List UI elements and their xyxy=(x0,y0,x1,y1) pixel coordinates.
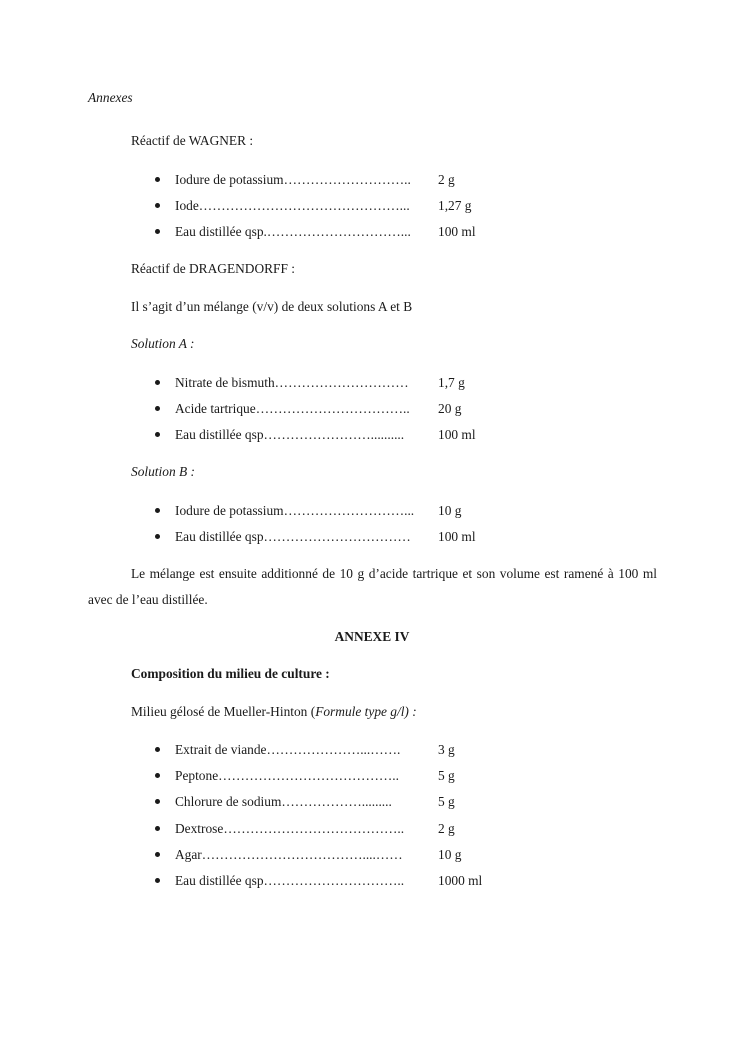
list-item-label: Peptone………………………………….. xyxy=(175,768,399,783)
list-item-label: Iode………………………………………... xyxy=(175,198,410,213)
bullet-icon xyxy=(155,878,160,883)
list-item-value: 2 g xyxy=(438,172,455,187)
list-item-value: 5 g xyxy=(438,794,455,809)
dragendorff-title: Réactif de DRAGENDORFF : xyxy=(131,261,296,276)
list-item-label: Eau distillée qsp…………………….......... xyxy=(175,427,405,442)
list-item-value: 5 g xyxy=(438,768,455,783)
bullet-icon xyxy=(155,229,160,234)
bullet-icon xyxy=(155,773,160,778)
list-item-value: 1000 ml xyxy=(438,873,483,888)
list-item-value: 100 ml xyxy=(438,529,476,544)
bullet-icon xyxy=(155,380,160,385)
bullet-icon xyxy=(155,177,160,182)
bullet-icon xyxy=(155,747,160,752)
culture-composition-title: Composition du milieu de culture : xyxy=(131,666,330,681)
annexe-iv-heading: ANNEXE IV xyxy=(334,629,410,644)
list-item-label: Agar………………………………....…… xyxy=(175,847,403,862)
list-item-label: Eau distillée qsp.…………………………... xyxy=(175,224,411,239)
list-item-value: 1,7 g xyxy=(438,375,465,390)
dragendorff-note: Le mélange est ensuite additionné de 10 g d’acide tartrique et son volume est ramené à 100 ml avec de l’eau distillée. xyxy=(88,566,657,607)
bullet-icon xyxy=(155,799,160,804)
list-item-value: 10 g xyxy=(438,847,462,862)
list-item-label: Iodure de potassium……………………….. xyxy=(175,172,411,187)
list-item-value: 1,27 g xyxy=(438,198,472,213)
list-item-label: Eau distillée qsp………………………….. xyxy=(175,873,405,888)
list-item-label: Chlorure de sodium………………......... xyxy=(175,794,392,809)
list-item-value: 2 g xyxy=(438,821,455,836)
bullet-icon xyxy=(155,534,160,539)
list-item-value: 100 ml xyxy=(438,224,476,239)
bullet-icon xyxy=(155,852,160,857)
bullet-icon xyxy=(155,826,160,831)
page-header: Annexes xyxy=(88,90,133,105)
medium-intro: Milieu gélosé de Mueller-Hinton (Formule type g/l) : xyxy=(131,704,417,719)
bullet-icon xyxy=(155,432,160,437)
list-item-value: 100 ml xyxy=(438,427,476,442)
list-item-label: Extrait de viande…………………...……. xyxy=(175,742,401,757)
wagner-title: Réactif de WAGNER : xyxy=(131,133,254,148)
dragendorff-intro: Il s’agit d’un mélange (v/v) de deux solutions A et B xyxy=(131,299,413,314)
list-item-label: Dextrose………………………………….. xyxy=(175,821,405,836)
list-item-value: 20 g xyxy=(438,401,462,416)
bullet-icon xyxy=(155,203,160,208)
list-item-label: Iodure de potassium………………………... xyxy=(175,503,415,518)
solution-b-label: Solution B : xyxy=(131,464,195,479)
bullet-icon xyxy=(155,508,160,513)
bullet-icon xyxy=(155,406,160,411)
list-item-label: Eau distillée qsp…………………………… xyxy=(175,529,411,544)
list-item-value: 10 g xyxy=(438,503,462,518)
list-item-label: Nitrate de bismuth………………………… xyxy=(175,375,409,390)
list-item-label: Acide tartrique…………………………….. xyxy=(175,401,410,416)
list-item-value: 3 g xyxy=(438,742,455,757)
solution-a-label: Solution A : xyxy=(131,336,195,351)
